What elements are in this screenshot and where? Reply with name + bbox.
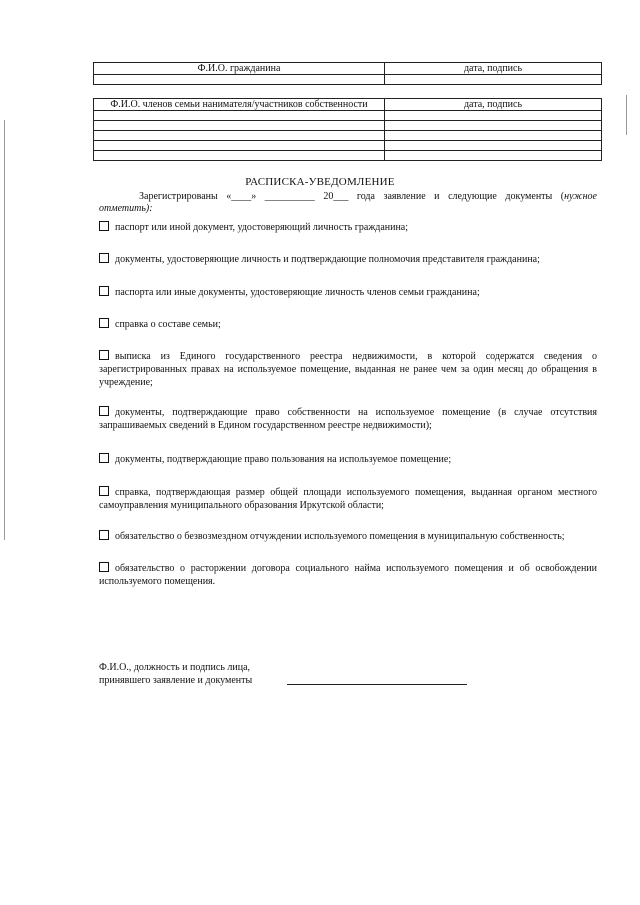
family-table (93, 98, 602, 161)
family-name-cell[interactable] (94, 111, 385, 121)
receipt-title: РАСПИСКА-УВЕДОМЛЕНИЕ (245, 176, 395, 188)
document-item (99, 318, 597, 331)
document-item-label: документы, подтверждающие право собственности на используемое помещение (в случае отсутствия запрашиваемых сведений в Едином государственном реестре недвижимости); (99, 407, 597, 431)
signature-label-line2: принявшего заявление и документы (99, 675, 253, 686)
document-item-label: документы, подтверждающие право пользования на используемое помещение; (115, 454, 452, 465)
checkbox[interactable] (99, 453, 109, 463)
checkbox[interactable] (99, 406, 109, 416)
family-name-header: Ф.И.О. членов семьи нанимателя/участников собственности (94, 99, 385, 111)
receipt-intro (99, 191, 597, 215)
document-item-label: справка о составе семьи; (115, 319, 221, 330)
intro-text: Зарегистрированы «____» __________ 20___ года заявление и следующие документы ( (139, 191, 565, 202)
checkbox[interactable] (99, 530, 109, 540)
document-item-label: паспорта или иные документы, удостоверяющие личность членов семьи гражданина; (115, 287, 480, 298)
document-item (99, 221, 597, 234)
signature-label-line1: Ф.И.О., должность и подпись лица, (99, 662, 251, 673)
family-sign-header: дата, подпись (385, 99, 602, 111)
signature-line[interactable] (287, 684, 467, 685)
document-item (99, 530, 597, 543)
family-name-cell[interactable] (94, 141, 385, 151)
citizen-name-header: Ф.И.О. гражданина (94, 63, 385, 75)
citizen-sign-header: дата, подпись (385, 63, 602, 75)
document-item-label: выписка из Единого государственного реестра недвижимости, в которой содержатся сведения о зарегистрированных правах на используемое помещение, выданная не ранее чем за один месяц до обращения в учреждение; (99, 351, 597, 388)
document-item (99, 286, 597, 299)
scan-edge-mark (626, 95, 627, 135)
family-sign-cell[interactable] (385, 141, 602, 151)
checkbox[interactable] (99, 221, 109, 231)
family-sign-cell[interactable] (385, 131, 602, 141)
family-sign-cell[interactable] (385, 151, 602, 161)
checkbox[interactable] (99, 318, 109, 328)
checkbox[interactable] (99, 253, 109, 263)
family-name-cell[interactable] (94, 131, 385, 141)
family-name-cell[interactable] (94, 121, 385, 131)
intro-end: ): (145, 203, 153, 214)
scan-edge-mark (4, 120, 5, 540)
family-sign-cell[interactable] (385, 111, 602, 121)
citizen-name-cell[interactable] (94, 75, 385, 85)
document-item-label: справка, подтверждающая размер общей площади используемого помещения, выданная органом местного самоуправления муниципального образования Иркутской области; (99, 487, 597, 511)
signature-label (99, 661, 252, 687)
document-item-label: паспорт или иной документ, удостоверяющий личность гражданина; (115, 222, 409, 233)
intro-note: нужное отметить (99, 191, 597, 214)
document-item-label: обязательство о безвозмездном отчуждении используемого помещения в муниципальную собственность; (115, 531, 565, 542)
citizen-sign-cell[interactable] (385, 75, 602, 85)
checkbox[interactable] (99, 562, 109, 572)
document-item-label: обязательство о расторжении договора социального найма используемого помещения и об освобождении используемого помещения. (99, 563, 597, 587)
family-sign-cell[interactable] (385, 121, 602, 131)
checkbox[interactable] (99, 486, 109, 496)
document-item (99, 253, 597, 266)
document-item-label: документы, удостоверяющие личность и подтверждающие полномочия представителя гражданина; (115, 254, 540, 265)
document-item (99, 406, 597, 432)
checkbox[interactable] (99, 286, 109, 296)
document-item (99, 562, 597, 588)
citizen-table (93, 62, 602, 85)
checkbox[interactable] (99, 350, 109, 360)
document-item (99, 350, 597, 389)
family-name-cell[interactable] (94, 151, 385, 161)
document-item (99, 486, 597, 512)
document-item (99, 453, 597, 466)
